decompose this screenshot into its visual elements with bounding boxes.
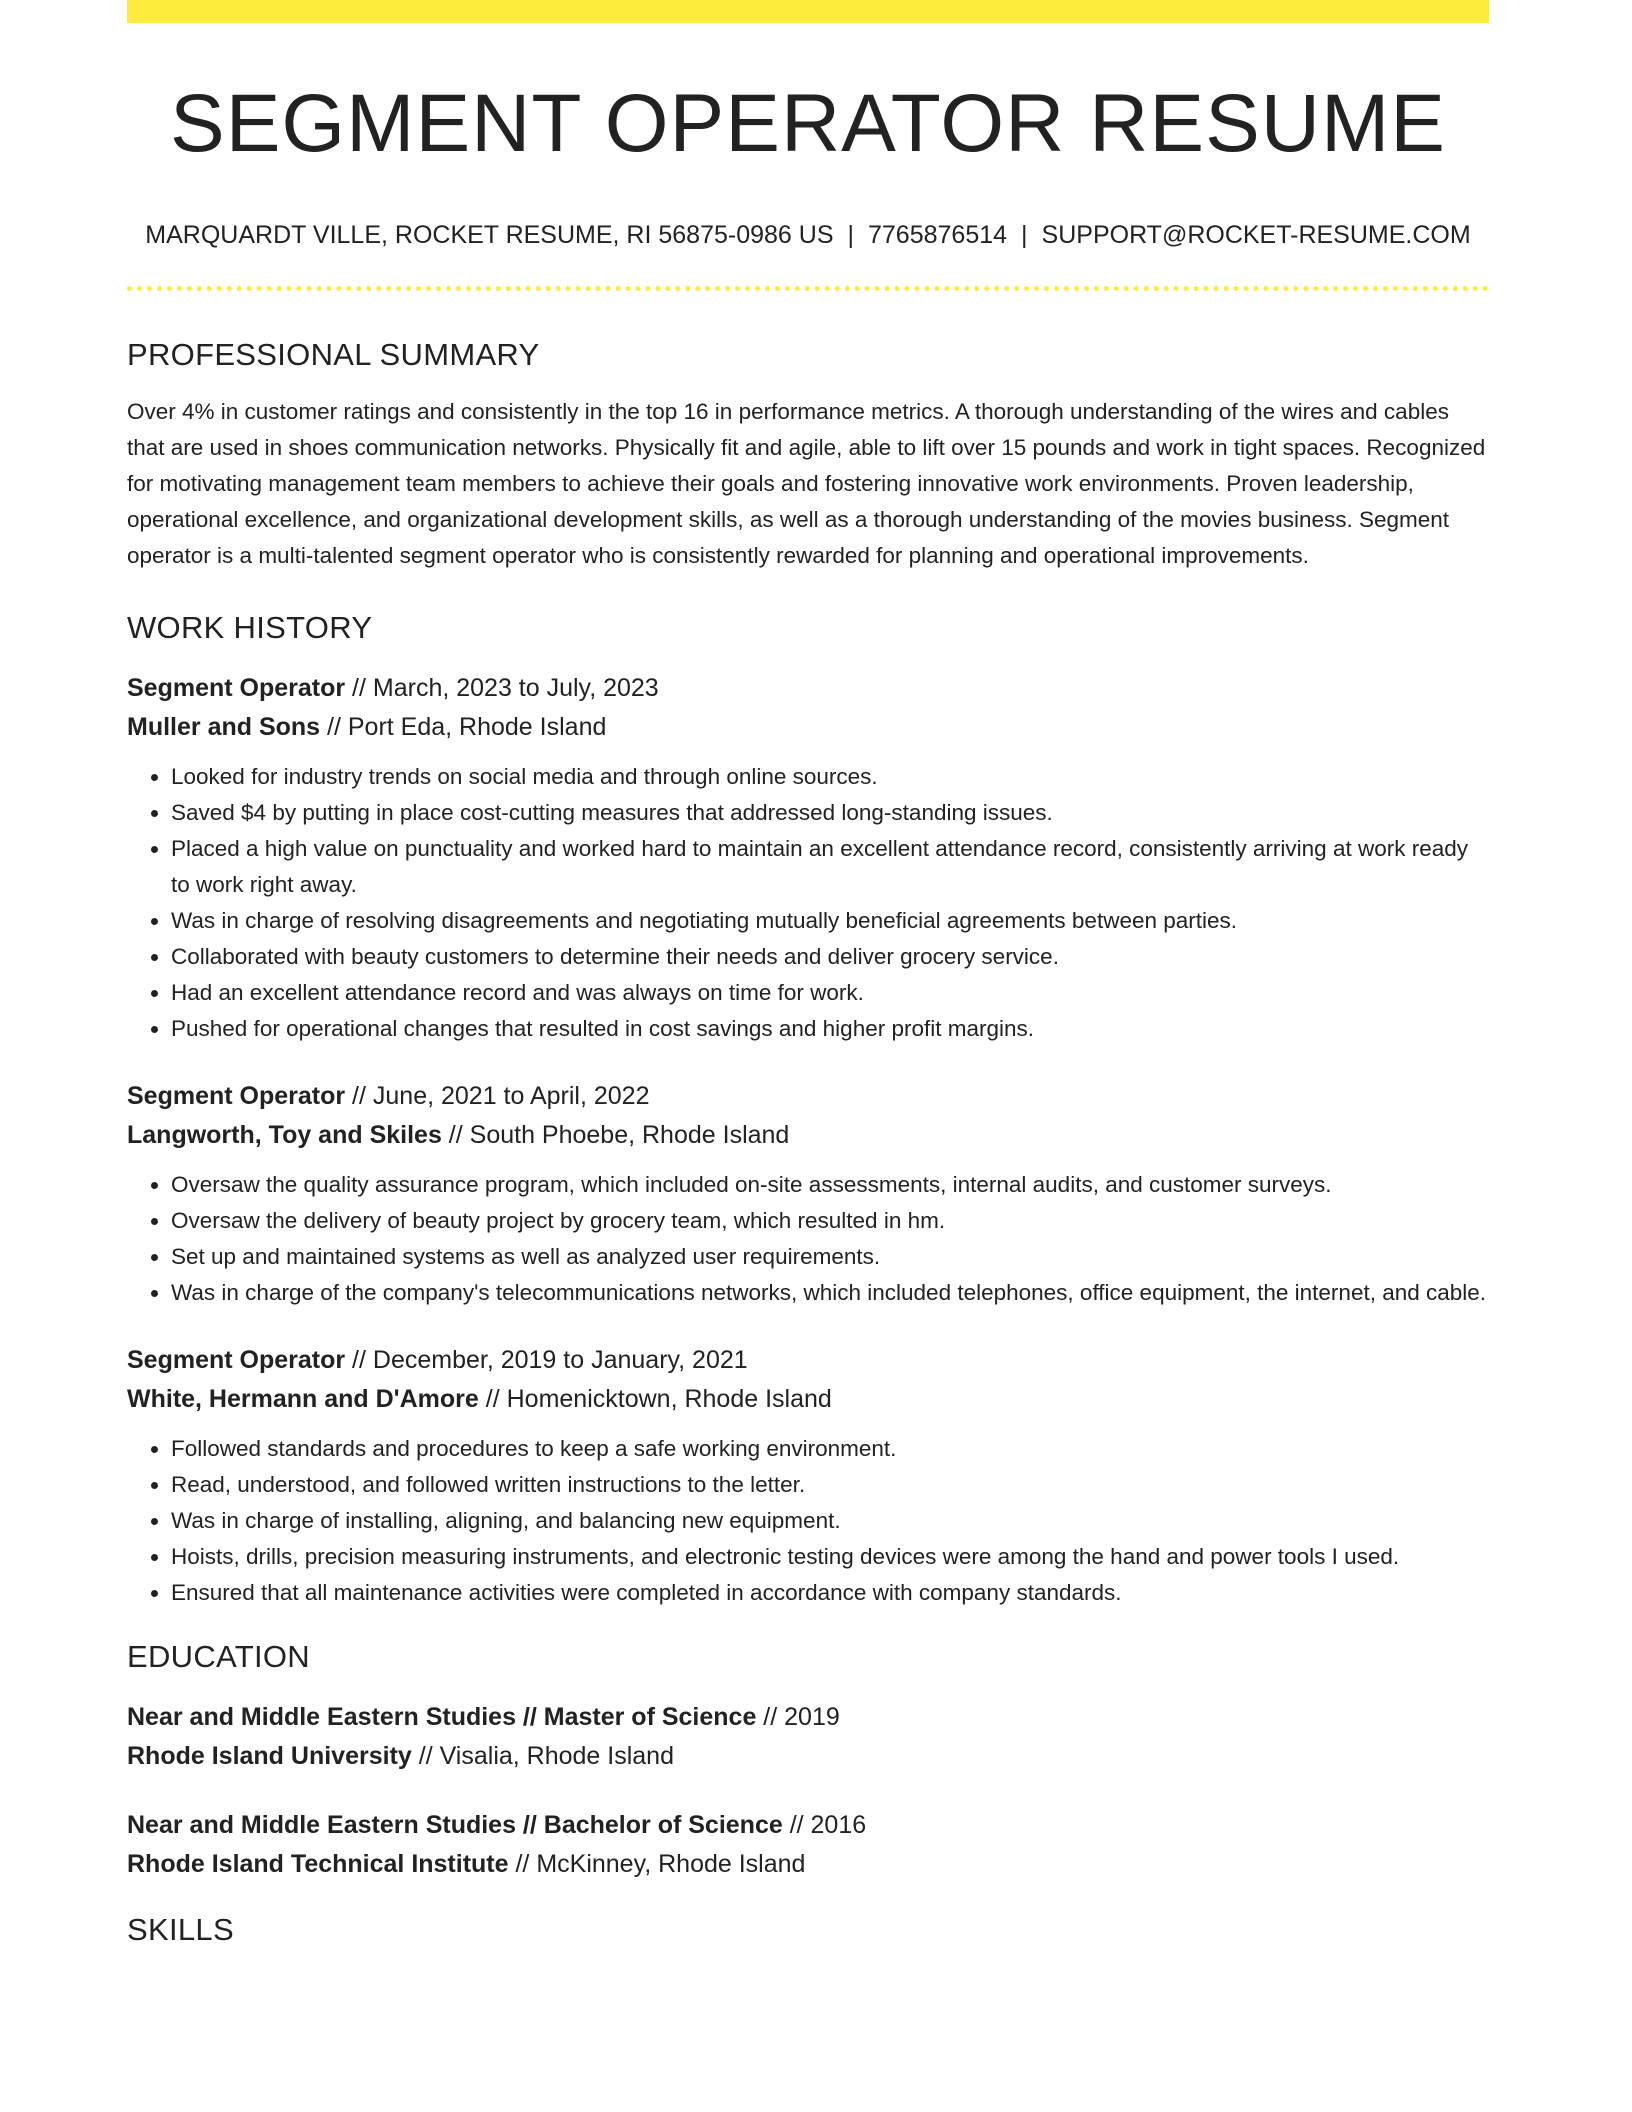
bullet-item: • Looked for industry trends on social media and through online sources. [171, 759, 1489, 795]
job-company-line [127, 708, 1489, 747]
bullet-item: • Saved $4 by putting in place cost-cutting measures that addressed long-standing issues. [171, 795, 1489, 831]
dotted-divider [127, 286, 1489, 291]
bullet-item: • Was in charge of installing, aligning, and balancing new equipment. [171, 1503, 1489, 1539]
section-heading-education: EDUCATION [127, 1639, 310, 1674]
job-entry [127, 669, 1489, 1047]
job-location: // South Phoebe, Rhode Island [441, 1121, 790, 1149]
job-title-line [127, 669, 1489, 708]
job-bullets [127, 1167, 1489, 1311]
bullet-item: • Set up and maintained systems as well as analyzed user requirements. [171, 1239, 1489, 1275]
education-school-line [127, 1845, 1489, 1884]
job-dates: // March, 2023 to July, 2023 [345, 674, 659, 702]
contact-address: MARQUARDT VILLE, ROCKET RESUME, RI 56875-0986 US [145, 221, 834, 249]
job-location: // Homenicktown, Rhode Island [478, 1385, 832, 1413]
job-company-line [127, 1380, 1489, 1419]
education-school-line [127, 1737, 1489, 1776]
education-degree: Near and Middle Eastern Studies // Bachelor of Science [127, 1811, 783, 1839]
bullet-item: • Read, understood, and followed written instructions to the letter. [171, 1467, 1489, 1503]
job-bullets [127, 1431, 1489, 1611]
education-entry [127, 1698, 1489, 1776]
bullet-item: • Oversaw the quality assurance program, which included on-site assessments, internal audits, and customer surveys. [171, 1167, 1489, 1203]
top-accent-bar [127, 0, 1489, 23]
bullet-item: • Had an excellent attendance record and was always on time for work. [171, 975, 1489, 1011]
bullet-item: • Was in charge of the company's telecommunications networks, which included telephones, office equipment, the internet, and cable. [171, 1275, 1489, 1311]
job-dates: // December, 2019 to January, 2021 [345, 1346, 748, 1374]
bullet-item: • Placed a high value on punctuality and worked hard to maintain an excellent attendance record, consistently arriving at work ready to work right away. [171, 831, 1489, 903]
bullet-item: • Pushed for operational changes that resulted in cost savings and higher profit margins. [171, 1011, 1489, 1047]
contact-separator: | [847, 221, 854, 249]
contact-separator: | [1021, 221, 1028, 249]
education-school: Rhode Island Technical Institute [127, 1850, 509, 1878]
summary-text: Over 4% in customer ratings and consistently in the top 16 in performance metrics. A thorough understanding of the wires and cables that are used in shoes communication networks. Physically fit and agile, able to lift over 15 pounds and work in tight spaces. Recognized for motivating management team members to achieve their goals and fostering innovative work environments. Proven leadership, operational excellence, and organizational development skills, as well as a thorough understanding of the movies business. Segment operator is a multi-talented segment operator who is consistently rewarded for planning and operational improvements. [127, 399, 1486, 568]
job-title: Segment Operator [127, 1082, 346, 1110]
resume-page [127, 0, 1489, 1945]
job-bullets [127, 759, 1489, 1047]
section-heading-skills: SKILLS [127, 1912, 234, 1947]
job-title: Segment Operator [127, 1346, 346, 1374]
section-heading-work-history: WORK HISTORY [127, 610, 373, 645]
job-company: Muller and Sons [127, 713, 321, 741]
job-entry [127, 1077, 1489, 1311]
education-location: // Visalia, Rhode Island [411, 1742, 674, 1770]
job-company-line [127, 1116, 1489, 1155]
job-title-line [127, 1341, 1489, 1380]
education-location: // McKinney, Rhode Island [508, 1850, 806, 1878]
contact-email: SUPPORT@ROCKET-RESUME.COM [1041, 221, 1471, 249]
education-year: // 2019 [756, 1703, 840, 1731]
section-heading-summary: PROFESSIONAL SUMMARY [127, 337, 540, 372]
resume-title: SEGMENT OPERATOR RESUME [170, 78, 1446, 169]
education-degree-line [127, 1806, 1489, 1845]
job-company: White, Hermann and D'Amore [127, 1385, 479, 1413]
job-entry [127, 1341, 1489, 1611]
contact-phone: 7765876514 [868, 221, 1008, 249]
contact-line [127, 223, 1489, 248]
job-title-line [127, 1077, 1489, 1116]
job-title: Segment Operator [127, 674, 346, 702]
bullet-item: • Followed standards and procedures to keep a safe working environment. [171, 1431, 1489, 1467]
education-school: Rhode Island University [127, 1742, 412, 1770]
education-degree-line [127, 1698, 1489, 1737]
bullet-item: • Collaborated with beauty customers to determine their needs and deliver grocery service. [171, 939, 1489, 975]
bullet-item: • Hoists, drills, precision measuring instruments, and electronic testing devices were among the hand and power tools I used. [171, 1539, 1489, 1575]
bullet-item: • Ensured that all maintenance activities were completed in accordance with company standards. [171, 1575, 1489, 1611]
bullet-item: • Was in charge of resolving disagreements and negotiating mutually beneficial agreements between parties. [171, 903, 1489, 939]
education-year: // 2016 [782, 1811, 867, 1839]
job-dates: // June, 2021 to April, 2022 [345, 1082, 650, 1110]
job-location: // Port Eda, Rhode Island [320, 713, 607, 741]
bullet-item: • Oversaw the delivery of beauty project by grocery team, which resulted in hm. [171, 1203, 1489, 1239]
job-company: Langworth, Toy and Skiles [127, 1121, 442, 1149]
education-degree: Near and Middle Eastern Studies // Master of Science [127, 1703, 757, 1731]
education-entry [127, 1806, 1489, 1884]
